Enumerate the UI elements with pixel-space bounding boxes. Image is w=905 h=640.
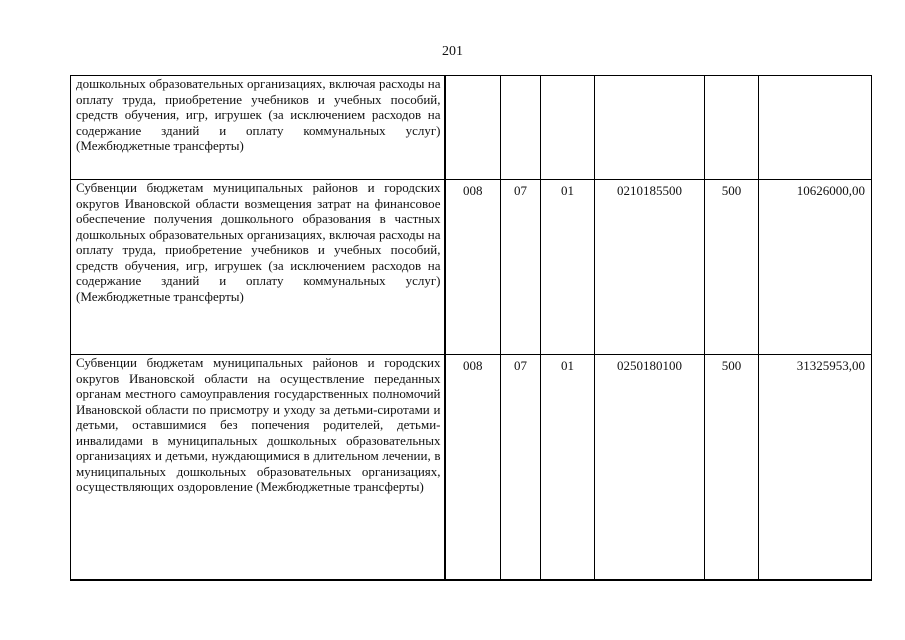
subsection-code: 01: [541, 180, 595, 355]
subsection-code: 01: [541, 355, 595, 580]
table-row: [71, 355, 872, 580]
target-article-code: 0250180100: [595, 355, 705, 580]
target-article-code: 0210185500: [595, 180, 705, 355]
section-code: [501, 76, 541, 180]
row-description: Субвенции бюджетам муниципальных районов и городских округов Ивановской области на осуществление переданных органам местного самоуправления государственных полномочий Ивановской области по присмотру и уходу за детьми-сиротами и детьми, оставшимися без попечения родителей, детьми-инвалидами в муниципальных дошкольных образовательных организациях и детьми, нуждающимися в длительном лечении, в муниципальных дошкольных образовательных организациях, осуществляющих оздоровление (Межбюджетные трансферты): [71, 355, 445, 580]
expense-type-code: 500: [705, 180, 759, 355]
expense-type-code: [705, 76, 759, 180]
section-code: 07: [501, 355, 541, 580]
table-row: [71, 76, 872, 180]
target-article-code: [595, 76, 705, 180]
amount-value: [759, 76, 872, 180]
budget-table: [70, 75, 872, 581]
ministry-code: [445, 76, 501, 180]
section-code: 07: [501, 180, 541, 355]
ministry-code: 008: [445, 355, 501, 580]
page-number: 201: [442, 44, 463, 59]
subsection-code: [541, 76, 595, 180]
row-description: дошкольных образовательных организациях, включая расходы на оплату труда, приобретение учебников и учебных пособий, средств обучения, игр, игрушек (за исключением расходов на содержание зданий и оплату коммунальных услуг) (Межбюджетные трансферты): [71, 76, 445, 180]
amount-value: 31325953,00: [759, 355, 872, 580]
expense-type-code: 500: [705, 355, 759, 580]
row-description: Субвенции бюджетам муниципальных районов и городских округов Ивановской области возмещения затрат на финансовое обеспечение получения дошкольного образования в частных дошкольных образовательных организациях, включая расходы на оплату труда, приобретение учебников и учебных пособий, средств обучения, игр, игрушек (за исключением расходов на содержание зданий и оплату коммунальных услуг) (Межбюджетные трансферты): [71, 180, 445, 355]
amount-value: 10626000,00: [759, 180, 872, 355]
ministry-code: 008: [445, 180, 501, 355]
table-row: [71, 180, 872, 355]
